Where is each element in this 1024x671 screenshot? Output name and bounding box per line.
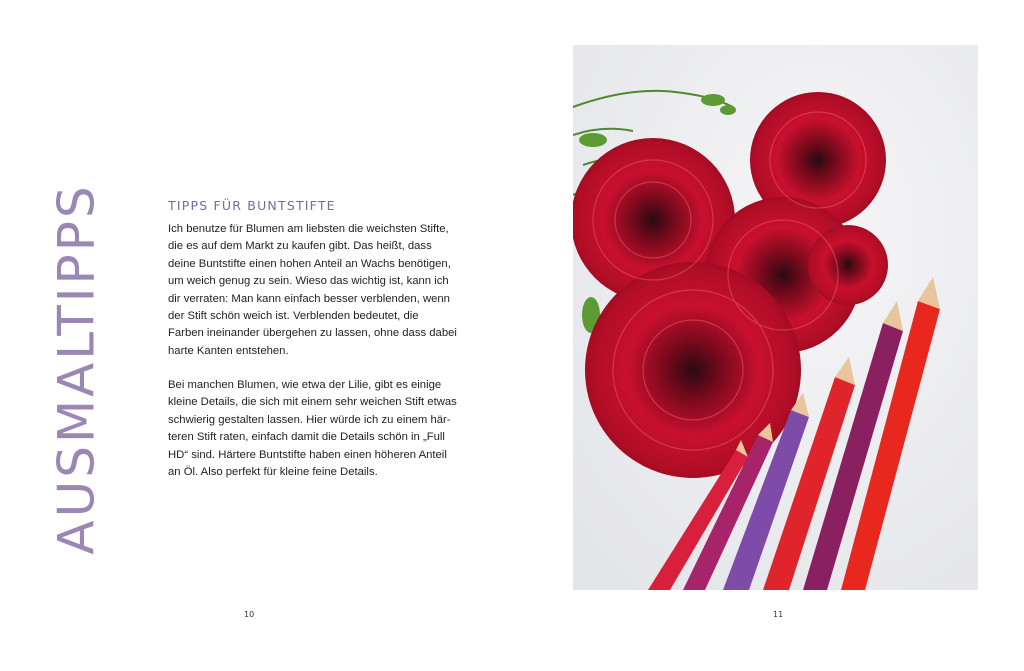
vertical-title-text: AUSMALTIPPS	[48, 183, 106, 555]
paragraph-line: Farben ineinander übergehen zu lassen, ohne dass dabei	[168, 327, 457, 340]
paragraph-line: teren Stift raten, einfach damit die Details schön in „Full	[168, 431, 445, 444]
page-number-right: 11	[773, 610, 784, 619]
paragraph-line: Ich benutze für Blumen am liebsten die weichsten Stifte,	[168, 223, 449, 235]
paragraph-line: an Öl. Also perfekt für kleine feine Details.	[168, 466, 378, 479]
paragraph-line: harte Kanten entstehen.	[168, 344, 289, 357]
paragraph-line: deine Buntstifte einen hohen Anteil an Wachs benötigen,	[168, 257, 451, 270]
flower-pencils-photo	[573, 45, 978, 590]
paragraph-1	[168, 221, 458, 360]
paragraph-2	[168, 377, 458, 481]
paragraph-line: um weich genug zu sein. Wieso das wichtig ist, kann ich	[168, 275, 449, 288]
paragraph-line: die es auf dem Markt zu kaufen gibt. Das heißt, dass	[168, 240, 432, 253]
page-number-left: 10	[244, 610, 255, 619]
paragraph-line: der Stift schön weich ist. Verblenden bedeutet, die	[168, 310, 419, 323]
paragraph-line: Bei manchen Blumen, wie etwa der Lilie, gibt es einige	[168, 379, 442, 391]
paragraph-line: schwierig gestalten lassen. Hier würde ich zu einem här-	[168, 413, 451, 426]
photo-illustration	[573, 45, 978, 590]
vertical-title	[48, 158, 106, 580]
paragraph-line: dir verraten: Man kann einfach besser verblenden, wenn	[168, 292, 450, 305]
paragraph-line: kleine Details, die sich mit einem sehr weichen Stift etwas	[168, 396, 457, 409]
paragraph-line: HD“ sind. Härtere Buntstifte haben einen höheren Anteil	[168, 448, 447, 461]
section-heading: TIPPS FÜR BUNTSTIFTE	[168, 198, 336, 213]
